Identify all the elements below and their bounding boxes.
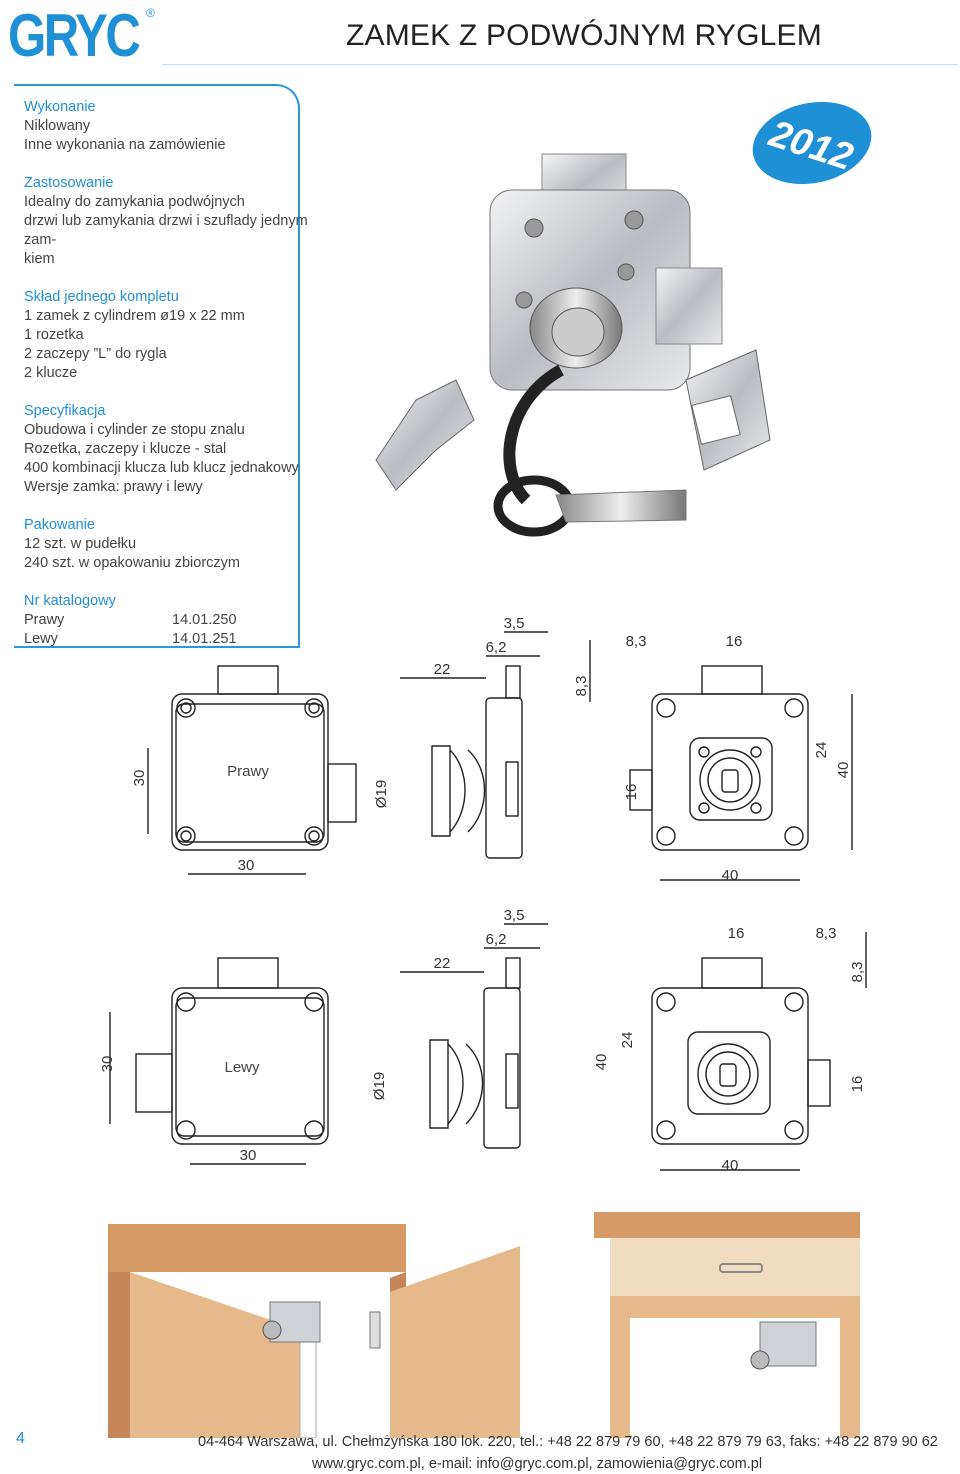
dim-height: 30 bbox=[99, 1055, 116, 1073]
key-ring bbox=[498, 480, 570, 532]
section-line: Idealny do zamykania podwójnych bbox=[24, 194, 245, 210]
dim-diameter: Ø19 bbox=[371, 1071, 388, 1101]
catalog-label: Lewy bbox=[24, 631, 58, 647]
section-spec bbox=[24, 402, 314, 497]
lock-body-photo bbox=[490, 154, 722, 390]
page-title: ZAMEK Z PODWÓJNYM RYGLEM bbox=[346, 19, 822, 52]
section-line: Obudowa i cylinder ze stopu znalu bbox=[24, 422, 245, 438]
usage-illustration bbox=[100, 1212, 870, 1438]
section-heading: Pakowanie bbox=[24, 517, 95, 533]
section-kit bbox=[24, 288, 314, 383]
info-panel bbox=[24, 98, 314, 649]
dim-width: 30 bbox=[239, 1147, 257, 1164]
section-line: kiem bbox=[24, 251, 55, 267]
drawing-right bbox=[100, 610, 870, 900]
catalog-number: 14.01.251 bbox=[172, 631, 237, 647]
section-heading: Specyfikacja bbox=[24, 403, 106, 419]
section-line: 1 zamek z cylindrem ø19 x 22 mm bbox=[24, 308, 245, 324]
registered-mark: ® bbox=[146, 6, 155, 20]
dim-total-width: 40 bbox=[721, 867, 739, 884]
strike-plate-l bbox=[376, 380, 474, 490]
section-line: 2 zaczepy ”L” do rygla bbox=[24, 346, 167, 362]
dim-depth: 22 bbox=[433, 661, 451, 678]
dim-bolt-width: 16 bbox=[727, 925, 745, 942]
dim-cylinder: 24 bbox=[619, 1031, 636, 1049]
dim-diameter: Ø19 bbox=[373, 779, 390, 809]
drawing-label: Prawy bbox=[227, 763, 269, 780]
section-heading: Nr katalogowy bbox=[24, 593, 116, 609]
dim-offset: 6,2 bbox=[485, 639, 507, 656]
catalog-label: Prawy bbox=[24, 612, 65, 628]
dim-total-height: 40 bbox=[593, 1053, 610, 1071]
section-packing bbox=[24, 516, 314, 573]
brand-logo: GRYC bbox=[8, 2, 139, 69]
dim-bolt: 3,5 bbox=[503, 907, 525, 924]
section-line: 12 szt. w pudełku bbox=[24, 536, 137, 552]
section-usage bbox=[24, 174, 314, 269]
section-line: 1 rozetka bbox=[24, 327, 84, 343]
dim-width: 30 bbox=[237, 857, 255, 874]
section-line: Wersje zamka: prawy i lewy bbox=[24, 479, 203, 495]
section-heading: Skład jednego kompletu bbox=[24, 289, 179, 305]
footer-address: 04-464 Warszawa, ul. Chełmżyńska 180 lok. 220, tel.: +48 22 879 79 60, +48 22 879 79 63, faks: +48 22 879 90 62 bbox=[198, 1434, 938, 1450]
catalog-number: 14.01.250 bbox=[172, 612, 237, 628]
product-photo bbox=[356, 150, 776, 540]
section-heading: Wykonanie bbox=[24, 99, 96, 115]
dim-total-height: 40 bbox=[835, 761, 852, 779]
dim-depth: 22 bbox=[433, 955, 451, 972]
drawing-left bbox=[80, 902, 880, 1187]
dim-total-width: 40 bbox=[721, 1157, 739, 1174]
dim-side: 16 bbox=[623, 783, 640, 801]
dim-bolt-pos: 8,3 bbox=[815, 925, 837, 942]
section-heading: Zastosowanie bbox=[24, 175, 114, 191]
section-line: Rozetka, zaczepy i klucze - stal bbox=[24, 441, 227, 457]
double-door-cabinet bbox=[108, 1224, 520, 1438]
section-line: Inne wykonania na zamówienie bbox=[24, 137, 226, 153]
dim-height: 30 bbox=[131, 769, 148, 787]
section-finish bbox=[24, 98, 314, 155]
section-line: 240 szt. w opakowaniu zbiorczym bbox=[24, 555, 240, 571]
section-line: drzwi lub zamykania drzwi i szuflady jednym zam- bbox=[24, 213, 308, 248]
header-rule bbox=[162, 64, 958, 65]
dim-top-offset: 8,3 bbox=[849, 961, 866, 983]
dim-offset: 6,2 bbox=[485, 931, 507, 948]
dim-top-offset: 8,3 bbox=[573, 675, 590, 697]
section-line: 400 kombinacji klucza lub klucz jednakowy bbox=[24, 460, 299, 476]
dim-bolt-pos: 8,3 bbox=[625, 633, 647, 650]
section-line: 2 klucze bbox=[24, 365, 78, 381]
section-line: Niklowany bbox=[24, 118, 91, 134]
key-blade bbox=[556, 490, 686, 522]
drawing-label: Lewy bbox=[224, 1059, 260, 1076]
badge-year: 2012 bbox=[764, 112, 858, 179]
page-number: 4 bbox=[16, 1430, 25, 1447]
drawer-cabinet bbox=[594, 1212, 860, 1438]
dim-cylinder: 24 bbox=[813, 741, 830, 759]
dim-bolt-width: 16 bbox=[725, 633, 743, 650]
dim-bolt: 3,5 bbox=[503, 615, 525, 632]
dim-side: 16 bbox=[849, 1075, 866, 1093]
footer-contact: www.gryc.com.pl, e-mail: info@gryc.com.pl, zamowienia@gryc.com.pl bbox=[312, 1456, 763, 1472]
